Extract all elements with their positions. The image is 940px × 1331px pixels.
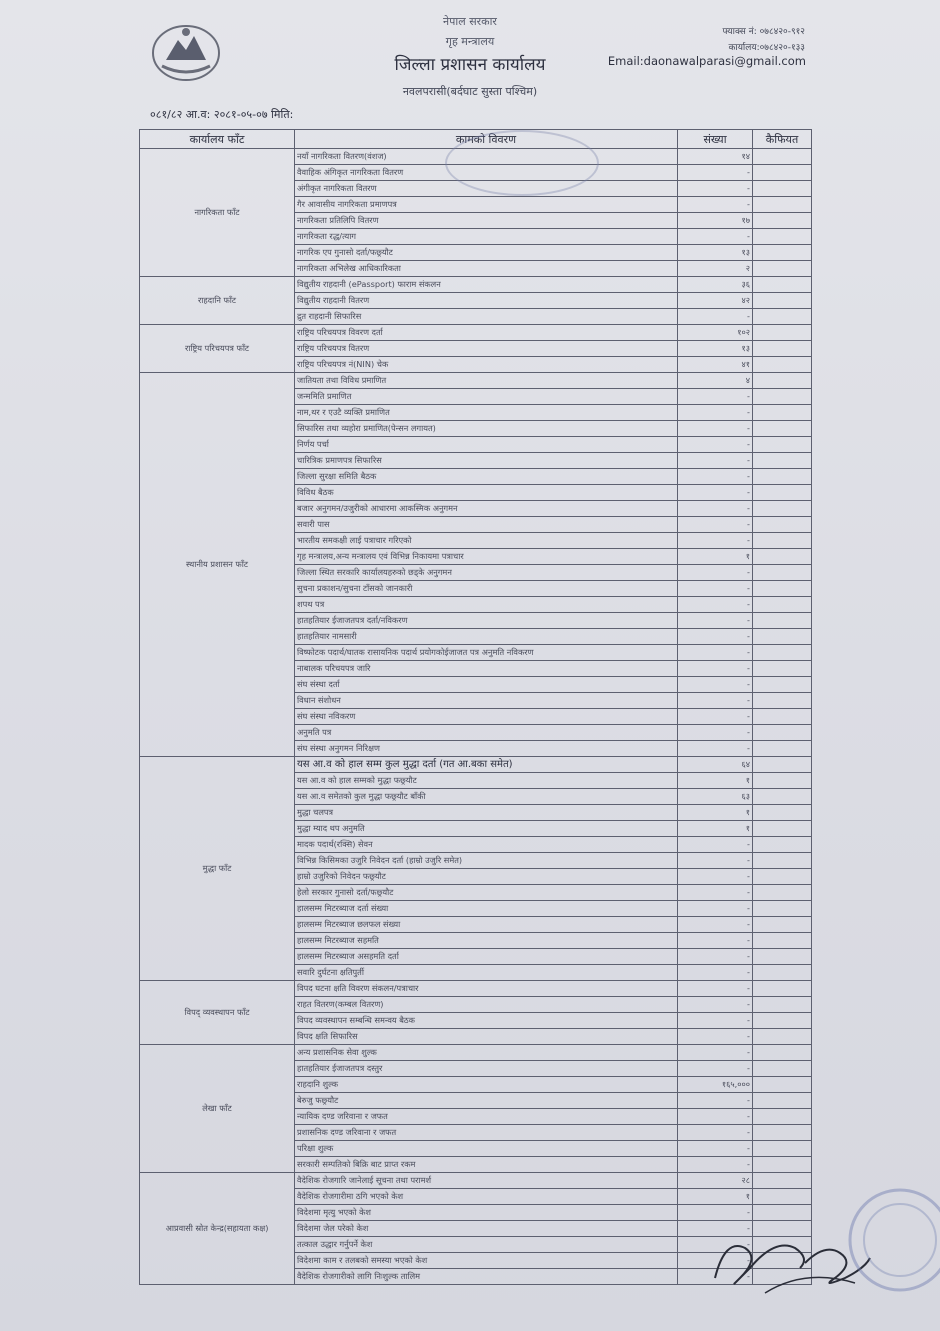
task-description: राष्ट्रिय परिचयपत्र नं(NIN) चेक: [295, 357, 678, 373]
task-count: -: [678, 389, 753, 405]
task-description: विपद व्यवस्थापन सम्बन्धि समन्वय बैठक: [295, 1013, 678, 1029]
task-description: संघ संस्था दर्ता: [295, 677, 678, 693]
task-description: राहदानि शुल्क: [295, 1077, 678, 1093]
section-name: लेखा फाँट: [140, 1045, 295, 1173]
task-description: मुद्धा चलपत्र: [295, 805, 678, 821]
remarks-cell: [753, 261, 812, 277]
table-row: [140, 149, 812, 165]
task-count: -: [678, 1109, 753, 1125]
task-count: -: [678, 1013, 753, 1029]
task-description: प्रशासनिक दण्ड जरिवाना र जफत: [295, 1125, 678, 1141]
task-count: -: [678, 677, 753, 693]
remarks-cell: [753, 245, 812, 261]
section-name: राहदानि फाँट: [140, 277, 295, 325]
task-count: १४: [678, 149, 753, 165]
nepal-emblem-icon: [150, 22, 222, 84]
table-row: [140, 1045, 812, 1061]
remarks-cell: [753, 757, 812, 773]
task-count: -: [678, 1205, 753, 1221]
header-section: कार्यालय फाँट: [140, 130, 295, 149]
task-count: -: [678, 1045, 753, 1061]
task-description: हालसम्म मिटरब्याज असहमति दर्ता: [295, 949, 678, 965]
task-count: -: [678, 581, 753, 597]
task-description: राहत वितरण(कम्बल वितरण): [295, 997, 678, 1013]
task-count: -: [678, 165, 753, 181]
remarks-cell: [753, 773, 812, 789]
remarks-cell: [753, 181, 812, 197]
task-description: शपथ पत्र: [295, 597, 678, 613]
task-count: -: [678, 661, 753, 677]
task-count: -: [678, 693, 753, 709]
task-count: -: [678, 229, 753, 245]
section-name: स्थानीय प्रशासन फाँट: [140, 373, 295, 757]
remarks-cell: [753, 741, 812, 757]
office-name: जिल्ला प्रशासन कार्यालय: [394, 55, 546, 75]
table-header-row: [140, 130, 812, 149]
task-count: ३६: [678, 277, 753, 293]
task-count: १: [678, 773, 753, 789]
task-count: ४२: [678, 293, 753, 309]
section-name: नागरिकता फाँट: [140, 149, 295, 277]
remarks-cell: [753, 565, 812, 581]
task-count: -: [678, 933, 753, 949]
remarks-cell: [753, 149, 812, 165]
remarks-cell: [753, 837, 812, 853]
remarks-cell: [753, 1221, 812, 1237]
remarks-cell: [753, 485, 812, 501]
task-description: विभिन्न किसिमका उजुरि निवेदन दर्ता (हाम्रो उजुरि समेत): [295, 853, 678, 869]
task-description: वैदेशिक रोजगारि जानेलाई सूचना तथा परामर्श: [295, 1173, 678, 1189]
task-description: विद्युतीय राहदानी वितरण: [295, 293, 678, 309]
task-count: १: [678, 821, 753, 837]
task-description: परिक्षा शुल्क: [295, 1141, 678, 1157]
task-description: जन्ममिति प्रमाणित: [295, 389, 678, 405]
task-count: -: [678, 517, 753, 533]
task-description: सरकारी सम्पतिको बिक्रि बाट प्राप्त रकम: [295, 1157, 678, 1173]
table-row: [140, 1173, 812, 1189]
remarks-cell: [753, 1173, 812, 1189]
task-count: -: [678, 309, 753, 325]
remarks-cell: [753, 309, 812, 325]
task-description: द्रुत राहदानी सिफारिस: [295, 309, 678, 325]
remarks-cell: [753, 805, 812, 821]
remarks-cell: [753, 373, 812, 389]
task-description: तत्काल उद्धार गर्नुपर्ने केश: [295, 1237, 678, 1253]
task-description: नागरिकता अभिलेख आधिकारिकता: [295, 261, 678, 277]
task-description: हातहतियार ईजाजतपत्र दस्तुर: [295, 1061, 678, 1077]
task-description: हालसम्म मिटरब्याज सहमति: [295, 933, 678, 949]
remarks-cell: [753, 613, 812, 629]
task-description: हातहतियार नामसारी: [295, 629, 678, 645]
remarks-cell: [753, 197, 812, 213]
office-phone: कार्यालय:०७८४२०-१३३: [728, 43, 805, 53]
remarks-cell: [753, 1109, 812, 1125]
task-count: १३: [678, 341, 753, 357]
remarks-cell: [753, 1253, 812, 1269]
task-description: विविध बैठक: [295, 485, 678, 501]
section-name: विपद् व्यवस्थापन फाँट: [140, 981, 295, 1045]
task-description: वैदेशिक रोजगारीको लागि निःशुल्क तालिम: [295, 1269, 678, 1285]
table-row: [140, 981, 812, 997]
task-count: १: [678, 1189, 753, 1205]
task-count: -: [678, 1237, 753, 1253]
remarks-cell: [753, 1125, 812, 1141]
task-count: -: [678, 469, 753, 485]
task-count: -: [678, 869, 753, 885]
section-name: आप्रवासी स्रोत केन्द्र(सहायता कक्ष): [140, 1173, 295, 1285]
task-description: हालसम्म मिटरब्याज दर्ता संख्या: [295, 901, 678, 917]
task-count: १०२: [678, 325, 753, 341]
task-count: १७: [678, 213, 753, 229]
task-count: -: [678, 597, 753, 613]
remarks-cell: [753, 453, 812, 469]
header-task: कामको विवरण: [295, 130, 678, 149]
remarks-cell: [753, 1141, 812, 1157]
remarks-cell: [753, 1189, 812, 1205]
task-description: भारतीय समकक्षी लाई पत्राचार गरिएको: [295, 533, 678, 549]
task-description: जिल्ला स्थित सरकारि कार्यालयहरुको छड्के अनुगमन: [295, 565, 678, 581]
task-count: -: [678, 1061, 753, 1077]
table-row: [140, 277, 812, 293]
task-count: -: [678, 1093, 753, 1109]
table-row: [140, 757, 812, 773]
remarks-cell: [753, 917, 812, 933]
task-description: नागरिकता प्रतिलिपि वितरण: [295, 213, 678, 229]
task-count: ४१: [678, 357, 753, 373]
remarks-cell: [753, 869, 812, 885]
section-name: राष्ट्रिय परिचयपत्र फाँट: [140, 325, 295, 373]
remarks-cell: [753, 997, 812, 1013]
remarks-cell: [753, 1093, 812, 1109]
task-count: १३: [678, 245, 753, 261]
task-count: -: [678, 917, 753, 933]
task-count: -: [678, 901, 753, 917]
remarks-cell: [753, 581, 812, 597]
remarks-cell: [753, 293, 812, 309]
government-name: नेपाल सरकार: [443, 15, 497, 28]
task-count: -: [678, 981, 753, 997]
remarks-cell: [753, 885, 812, 901]
remarks-cell: [753, 597, 812, 613]
task-count: -: [678, 1253, 753, 1269]
task-description: संघ संस्था अनुगमन निरिक्षण: [295, 741, 678, 757]
remarks-cell: [753, 981, 812, 997]
remarks-cell: [753, 405, 812, 421]
task-count: ६३: [678, 789, 753, 805]
task-description: विद्युतीय राहदानी (ePassport) फाराम संकलन: [295, 277, 678, 293]
task-description: गृह मन्त्रालय,अन्य मन्त्रालय एवं विभिन्न निकायमा पत्राचार: [295, 549, 678, 565]
task-description: नाबालक परिचयपत्र जारि: [295, 661, 678, 677]
remarks-cell: [753, 165, 812, 181]
fax-number: फ्याक्स नं: ०७८४२०-९१२: [722, 27, 805, 37]
task-description: वैवाहिक अंगिकृत नागरिकता वितरण: [295, 165, 678, 181]
remarks-cell: [753, 341, 812, 357]
task-count: -: [678, 1029, 753, 1045]
task-count: -: [678, 501, 753, 517]
header-remarks: कैफियत: [753, 130, 812, 149]
remarks-cell: [753, 677, 812, 693]
task-count: २: [678, 261, 753, 277]
task-count: २८: [678, 1173, 753, 1189]
remarks-cell: [753, 933, 812, 949]
remarks-cell: [753, 1205, 812, 1221]
task-description: यस आ.व को हाल सम्म कुल मुद्धा दर्ता (गत आ.बका समेत): [295, 757, 678, 773]
task-count: -: [678, 741, 753, 757]
remarks-cell: [753, 229, 812, 245]
remarks-cell: [753, 533, 812, 549]
task-count: -: [678, 709, 753, 725]
task-description: वैदेशिक रोजगारीमा ठगि भएको केश: [295, 1189, 678, 1205]
table-row: [140, 373, 812, 389]
remarks-cell: [753, 901, 812, 917]
task-count: -: [678, 1221, 753, 1237]
task-description: सवारि दुर्घटना क्षतिपुर्ती: [295, 965, 678, 981]
remarks-cell: [753, 437, 812, 453]
task-description: विदेशमा जेल परेको केश: [295, 1221, 678, 1237]
task-description: जातियता तथा विविध प्रमाणित: [295, 373, 678, 389]
remarks-cell: [753, 517, 812, 533]
remarks-cell: [753, 277, 812, 293]
task-description: मादक पदार्थ(रक्सि) सेवन: [295, 837, 678, 853]
task-description: निर्णय पर्चा: [295, 437, 678, 453]
table-row: [140, 325, 812, 341]
remarks-cell: [753, 725, 812, 741]
remarks-cell: [753, 693, 812, 709]
task-description: न्यायिक दण्ड जरिवाना र जफत: [295, 1109, 678, 1125]
remarks-cell: [753, 1013, 812, 1029]
task-description: हाम्रो उजुरिको निवेदन फछ्र्यौट: [295, 869, 678, 885]
task-description: जिल्ला सुरक्षा समिति बैठक: [295, 469, 678, 485]
remarks-cell: [753, 965, 812, 981]
task-description: हालसम्म मिटरब्याज छलफल संख्या: [295, 917, 678, 933]
table-body: [140, 149, 812, 1285]
approval-stamp: [830, 1185, 940, 1295]
remarks-cell: [753, 501, 812, 517]
remarks-cell: [753, 1061, 812, 1077]
remarks-cell: [753, 709, 812, 725]
task-description: मुद्धा म्याद थप अनुमति: [295, 821, 678, 837]
remarks-cell: [753, 469, 812, 485]
task-description: नयाँ नागरिकता वितरण(वंशज): [295, 149, 678, 165]
remarks-cell: [753, 549, 812, 565]
task-count: १: [678, 549, 753, 565]
remarks-cell: [753, 1077, 812, 1093]
task-description: विदेशमा काम र तलबको समस्या भएको केश: [295, 1253, 678, 1269]
task-count: -: [678, 1125, 753, 1141]
contact-block: [600, 24, 805, 56]
task-description: अन्य प्रशासनिक सेवा शुल्क: [295, 1045, 678, 1061]
task-count: -: [678, 837, 753, 853]
task-description: यस आ.व को हाल सम्मको मुद्धा फछ्र्यौट: [295, 773, 678, 789]
task-count: -: [678, 181, 753, 197]
remarks-cell: [753, 325, 812, 341]
remarks-cell: [753, 1029, 812, 1045]
task-count: -: [678, 453, 753, 469]
task-description: विदेशमा मृत्यु भएको केश: [295, 1205, 678, 1221]
remarks-cell: [753, 1045, 812, 1061]
task-description: गैर आवासीय नागरिकता प्रमाणपत्र: [295, 197, 678, 213]
task-description: चारित्रिक प्रमाणपत्र सिफारिस: [295, 453, 678, 469]
remarks-cell: [753, 645, 812, 661]
task-count: -: [678, 485, 753, 501]
task-description: विपद घटना क्षति विवरण संकलन/पत्राचार: [295, 981, 678, 997]
task-description: सिफारिस तथा व्यहोरा प्रमाणित(पेन्सन लगायत): [295, 421, 678, 437]
remarks-cell: [753, 661, 812, 677]
task-description: विधान संशोधन: [295, 693, 678, 709]
task-description: राष्ट्रिय परिचयपत्र वितरण: [295, 341, 678, 357]
task-count: -: [678, 853, 753, 869]
task-count: -: [678, 885, 753, 901]
task-description: यस आ.व समेतको कुल मुद्धा फछ्र्यौट बाँकी: [295, 789, 678, 805]
task-count: -: [678, 997, 753, 1013]
task-count: -: [678, 613, 753, 629]
task-description: राष्ट्रिय परिचयपत्र विवरण दर्ता: [295, 325, 678, 341]
task-description: अंगीकृत नागरिकता वितरण: [295, 181, 678, 197]
remarks-cell: [753, 629, 812, 645]
task-count: -: [678, 1141, 753, 1157]
task-count: १: [678, 805, 753, 821]
task-count: -: [678, 725, 753, 741]
remarks-cell: [753, 789, 812, 805]
remarks-cell: [753, 949, 812, 965]
task-count: -: [678, 405, 753, 421]
task-description: संघ संस्था नविकरण: [295, 709, 678, 725]
reference-date-line: ०८१/८२ आ.व: २०८१-०५-०७ मिति:: [150, 108, 294, 121]
task-count: -: [678, 629, 753, 645]
remarks-cell: [753, 421, 812, 437]
task-description: विष्फोटक पदार्थ/घातक रासायनिक पदार्थ प्रयोगकोईजाजत पत्र अनुमति नविकरण: [295, 645, 678, 661]
office-location: नवलपरासी(बर्दघाट सुस्ता पश्चिम): [402, 85, 538, 98]
task-count: -: [678, 1157, 753, 1173]
task-description: सवारी पास: [295, 517, 678, 533]
remarks-cell: [753, 389, 812, 405]
task-count: १६५,०००: [678, 1077, 753, 1093]
task-description: नागरिक एप गुनासो दर्ता/फछ्र्यौट: [295, 245, 678, 261]
task-count: -: [678, 565, 753, 581]
remarks-cell: [753, 821, 812, 837]
header-count: संख्या: [678, 130, 753, 149]
task-count: -: [678, 1269, 753, 1285]
task-count: ४: [678, 373, 753, 389]
task-description: विपद क्षति सिफारिस: [295, 1029, 678, 1045]
task-description: हेलो सरकार गुनासो दर्ता/फछ्र्यौट: [295, 885, 678, 901]
task-description: हातहतियार ईजाजतपत्र दर्ता/नविकरण: [295, 613, 678, 629]
task-count: -: [678, 421, 753, 437]
task-description: अनुमति पत्र: [295, 725, 678, 741]
remarks-cell: [753, 853, 812, 869]
task-count: -: [678, 437, 753, 453]
task-description: नाम,थर र एउटै व्यक्ति प्रमाणित: [295, 405, 678, 421]
progress-table: [139, 129, 812, 1285]
remarks-cell: [753, 1237, 812, 1253]
task-count: -: [678, 949, 753, 965]
task-count: ६४: [678, 757, 753, 773]
section-name: मुद्धा फाँट: [140, 757, 295, 981]
remarks-cell: [753, 357, 812, 373]
task-description: बजार अनुगमन/उजुरीको आधारमा आकस्मिक अनुगमन: [295, 501, 678, 517]
task-count: -: [678, 533, 753, 549]
task-count: -: [678, 965, 753, 981]
ministry-name: गृह मन्त्रालय: [445, 35, 495, 48]
remarks-cell: [753, 1157, 812, 1173]
task-description: सुचना प्रकाशन/सुचना टाँसको जानकारी: [295, 581, 678, 597]
task-count: -: [678, 645, 753, 661]
remarks-cell: [753, 213, 812, 229]
email-address: Email:daonawalparasi@gmail.com: [607, 54, 806, 68]
task-description: बेरुजु फछ्र्यौट: [295, 1093, 678, 1109]
task-count: -: [678, 197, 753, 213]
remarks-cell: [753, 1269, 812, 1285]
task-description: नागरिकता रद्ध/त्याग: [295, 229, 678, 245]
